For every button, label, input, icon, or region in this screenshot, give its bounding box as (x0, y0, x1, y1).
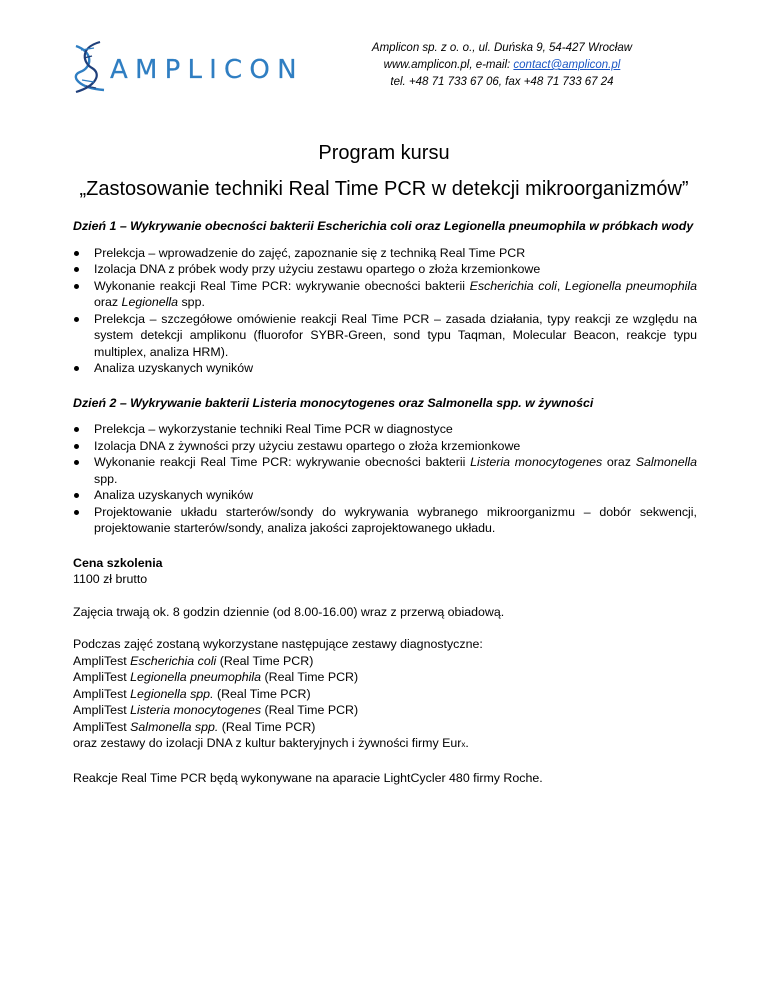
list-item-separator: , (556, 278, 565, 293)
page-title: Program kursu (318, 142, 450, 164)
day1-heading-suffix: w próbkach wody (585, 219, 694, 233)
kit-suffix: (Real Time PCR) (216, 653, 314, 668)
list-item: Izolacja DNA z żywności przy użyciu zestawu opartego o złoża krzemionkowe (73, 438, 697, 455)
kit-line (73, 686, 697, 703)
kits-section (73, 636, 697, 754)
kits-outro-text: oraz zestawy do izolacji DNA z kultur bakteryjnych i żywności firmy Eur (73, 736, 462, 750)
organism-name: Listeria monocytogenes (470, 455, 603, 469)
kits-outro (73, 735, 697, 754)
list-item: Analiza uzyskanych wyników (73, 360, 697, 377)
day1-heading-connector: oraz (411, 219, 444, 233)
phone-fax-line: tel. +48 71 733 67 06, fax +48 71 733 67 24 (390, 76, 614, 88)
kit-prefix: AmpliTest (73, 703, 131, 717)
day1-heading-text: Dzień 1 – Wykrywanie obecności bakterii (73, 219, 318, 233)
list-item-connector: oraz (94, 295, 122, 309)
list-item-suffix: spp. (94, 471, 118, 486)
document-body (73, 218, 697, 802)
logo-wordmark: AMPLICON (110, 55, 304, 85)
kit-organism: Escherichia coli (130, 653, 217, 668)
day1-heading-organism2: Legionella pneumophila (443, 219, 586, 233)
price-value: 1100 zł brutto (73, 572, 148, 586)
device-text: Reakcje Real Time PCR będą wykonywane na aparacie LightCycler 480 firmy Roche. (73, 770, 543, 785)
kit-suffix: (Real Time PCR) (218, 719, 316, 734)
day1-heading-organism1: Escherichia coli (317, 219, 412, 233)
device-section (73, 770, 697, 787)
kit-organism: Legionella pneumophila (130, 670, 262, 684)
organism-name: Legionella pneumophila (564, 278, 697, 293)
dna-helix-icon (70, 38, 328, 96)
list-item-suffix: spp. (178, 295, 205, 309)
website-email-line (352, 57, 652, 74)
email-link[interactable]: contact@amplicon.pl (513, 59, 621, 71)
list-item (73, 278, 697, 311)
list-item-connector: oraz (602, 455, 636, 469)
day1-heading (73, 218, 697, 235)
organism-name: Salmonella (635, 455, 697, 469)
day2-list (73, 421, 697, 537)
kit-prefix: AmpliTest (73, 719, 131, 734)
list-item-text: Wykonanie reakcji Real Time PCR: wykrywanie obecności bakterii (94, 278, 470, 293)
hours-section (73, 604, 697, 621)
kit-suffix: (Real Time PCR) (261, 703, 359, 717)
list-item-text: Wykonanie reakcji Real Time PCR: wykrywanie obecności bakterii (94, 455, 471, 469)
kit-line (73, 669, 697, 686)
kit-line (73, 719, 697, 736)
price-section (73, 555, 697, 588)
company-address: Amplicon sp. z o. o., ul. Duńska 9, 54-427 Wrocław (371, 42, 633, 54)
hours-text: Zajęcia trwają ok. 8 godzin dziennie (od 8.00-16.00) wraz z przerwą obiadową. (73, 604, 505, 619)
amplicon-logo (70, 38, 328, 96)
organism-name: Legionella (121, 295, 179, 309)
kit-prefix: AmpliTest (73, 686, 131, 701)
kit-line (73, 653, 697, 670)
kits-outro-subscript: x (461, 740, 466, 749)
price-label: Cena szkolenia (73, 555, 163, 570)
kit-suffix: (Real Time PCR) (261, 670, 359, 684)
organism-name: Escherichia coli (469, 278, 557, 293)
kit-prefix: AmpliTest (73, 653, 131, 668)
kit-line (73, 702, 697, 719)
contact-block (352, 40, 652, 91)
list-item (73, 454, 697, 487)
kit-organism: Legionella spp. (130, 686, 214, 701)
kit-organism: Listeria monocytogenes (130, 703, 262, 717)
list-item: Analiza uzyskanych wyników (73, 487, 697, 504)
website-label: www.amplicon.pl, e-mail: (383, 59, 514, 71)
list-item: Prelekcja – szczegółowe omówienie reakcji Real Time PCR – zasada działania, typy reakcji ze względu na system detekcji amplikonu (fluorofor SYBR-Green, sond typu Taqman, Molecular Beacon, reakcje typu multiplex, analiza HRM). (73, 311, 697, 361)
kits-outro-period: . (465, 736, 469, 750)
course-title: „Zastosowanie techniki Real Time PCR w detekcji mikroorganizmów” (79, 178, 689, 200)
day2-heading: Dzień 2 – Wykrywanie bakterii Listeria monocytogenes oraz Salmonella spp. w żywności (73, 395, 594, 410)
kit-organism: Salmonella spp. (130, 719, 219, 734)
list-item: Izolacja DNA z próbek wody przy użyciu zestawu opartego o złoża krzemionkowe (73, 261, 697, 278)
list-item: Prelekcja – wykorzystanie techniki Real Time PCR w diagnostyce (73, 421, 697, 438)
kit-suffix: (Real Time PCR) (213, 686, 311, 701)
list-item: Projektowanie układu starterów/sondy do wykrywania wybranego mikroorganizmu – dobór sekwencji, projektowanie starterów/sondy, analiza jakości zaprojektowanego układu. (73, 504, 697, 537)
kits-intro: Podczas zajęć zostaną wykorzystane następujące zestawy diagnostyczne: (73, 637, 483, 651)
day1-list (73, 245, 697, 377)
kit-prefix: AmpliTest (73, 670, 131, 684)
list-item: Prelekcja – wprowadzenie do zajęć, zapoznanie się z techniką Real Time PCR (73, 245, 697, 262)
